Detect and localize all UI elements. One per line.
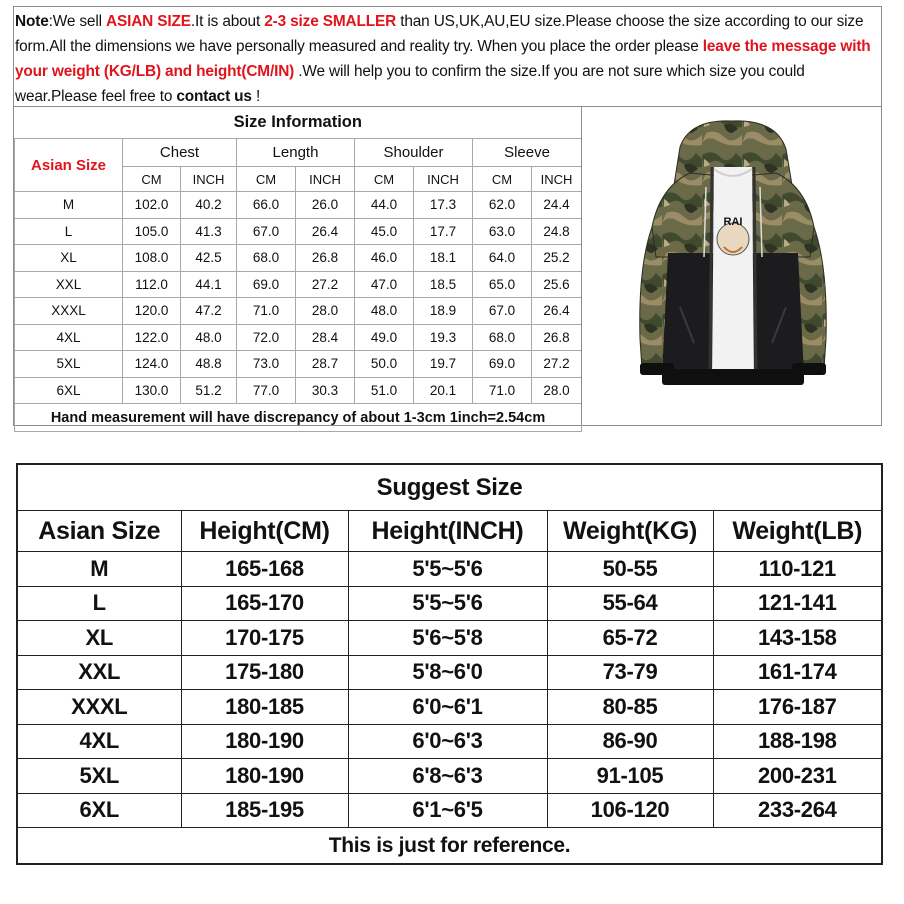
unit-header: CM <box>473 167 532 192</box>
size-information-panel <box>13 6 882 426</box>
suggest-size-label-cell: XL <box>17 621 181 656</box>
suggest-column-header: Height(INCH) <box>348 511 547 552</box>
measurement-cell: 130.0 <box>123 377 181 404</box>
measurement-cell: 19.7 <box>414 351 473 378</box>
note-highlight-leave-message: leave the message with your weight (KG/LB) and height(CM/IN) <box>15 38 871 80</box>
measurement-cell: 20.1 <box>414 377 473 404</box>
unit-header: CM <box>123 167 181 192</box>
measurement-cell: 30.3 <box>296 377 355 404</box>
suggest-row <box>17 793 882 828</box>
suggest-column-header: Weight(KG) <box>547 511 713 552</box>
measurement-cell: 72.0 <box>237 324 296 351</box>
measurement-cell: 71.0 <box>473 377 532 404</box>
suggest-value-cell: 175-180 <box>181 655 348 690</box>
note-highlight-asian-size: ASIAN SIZE <box>106 13 191 30</box>
suggest-value-cell: 180-190 <box>181 724 348 759</box>
suggest-value-cell: 86-90 <box>547 724 713 759</box>
suggest-value-cell: 6'0~6'3 <box>348 724 547 759</box>
unit-header: INCH <box>414 167 473 192</box>
measurement-cell: 120.0 <box>123 298 181 325</box>
suggest-value-cell: 80-85 <box>547 690 713 725</box>
suggest-value-cell: 176-187 <box>713 690 882 725</box>
shoulder-header: Shoulder <box>355 139 473 167</box>
note-text: ! <box>251 88 261 105</box>
size-row <box>15 351 582 378</box>
sleeve-header: Sleeve <box>473 139 582 167</box>
measurement-cell: 45.0 <box>355 218 414 245</box>
measurement-cell: 25.6 <box>532 271 582 298</box>
measurement-cell: 17.7 <box>414 218 473 245</box>
measurement-cell: 40.2 <box>181 192 237 219</box>
measurement-cell: 62.0 <box>473 192 532 219</box>
suggest-value-cell: 165-168 <box>181 552 348 587</box>
suggest-value-cell: 91-105 <box>547 759 713 794</box>
measurement-cell: 44.1 <box>181 271 237 298</box>
unit-header: INCH <box>296 167 355 192</box>
chest-header: Chest <box>123 139 237 167</box>
measurement-cell: 105.0 <box>123 218 181 245</box>
note-highlight-smaller: 2-3 size SMALLER <box>264 13 397 30</box>
camo-jacket-image <box>582 107 882 425</box>
measurement-cell: 28.0 <box>532 377 582 404</box>
suggest-value-cell: 180-185 <box>181 690 348 725</box>
suggest-size-footnote: This is just for reference. <box>17 828 882 865</box>
size-row <box>15 218 582 245</box>
suggest-value-cell: 55-64 <box>547 586 713 621</box>
measurement-cell: 48.0 <box>181 324 237 351</box>
measurement-cell: 49.0 <box>355 324 414 351</box>
measurement-cell: 28.4 <box>296 324 355 351</box>
suggest-size-label-cell: XXXL <box>17 690 181 725</box>
jacket-photo <box>581 107 881 425</box>
measurement-cell: 19.3 <box>414 324 473 351</box>
suggest-value-cell: 65-72 <box>547 621 713 656</box>
suggest-value-cell: 106-120 <box>547 793 713 828</box>
suggest-value-cell: 233-264 <box>713 793 882 828</box>
measurement-cell: 17.3 <box>414 192 473 219</box>
suggest-value-cell: 5'6~5'8 <box>348 621 547 656</box>
note-text: .We will help you to confirm the size.If you are not sure which size you could wear.Please feel free to <box>15 63 805 105</box>
suggest-value-cell: 188-198 <box>713 724 882 759</box>
suggest-value-cell: 5'5~5'6 <box>348 552 547 587</box>
suggest-size-label-cell: M <box>17 552 181 587</box>
suggest-value-cell: 121-141 <box>713 586 882 621</box>
suggest-value-cell: 110-121 <box>713 552 882 587</box>
size-row <box>15 271 582 298</box>
suggest-value-cell: 73-79 <box>547 655 713 690</box>
size-note <box>14 7 881 107</box>
measurement-cell: 24.4 <box>532 192 582 219</box>
measurement-cell: 50.0 <box>355 351 414 378</box>
unit-header: INCH <box>181 167 237 192</box>
measurement-cell: 102.0 <box>123 192 181 219</box>
measurement-cell: 68.0 <box>473 324 532 351</box>
shirt-print-text: RAI <box>723 216 743 228</box>
measurement-cell: 28.7 <box>296 351 355 378</box>
length-header: Length <box>237 139 355 167</box>
measurement-cell: 48.0 <box>355 298 414 325</box>
measurement-cell: 26.0 <box>296 192 355 219</box>
suggest-value-cell: 170-175 <box>181 621 348 656</box>
measurement-cell: 65.0 <box>473 271 532 298</box>
suggest-value-cell: 185-195 <box>181 793 348 828</box>
measurement-cell: 26.8 <box>296 245 355 272</box>
suggest-value-cell: 5'8~6'0 <box>348 655 547 690</box>
note-text: than US,UK,AU,EU size.Please choose the size according to our size form.All the dimensions we have personally measured and reality try. When you place the order please <box>15 13 864 55</box>
size-label-cell: 6XL <box>15 377 123 404</box>
suggest-value-cell: 161-174 <box>713 655 882 690</box>
suggest-size-label-cell: 6XL <box>17 793 181 828</box>
note-label: Note <box>15 13 49 30</box>
measurement-cell: 67.0 <box>473 298 532 325</box>
unit-header: CM <box>237 167 296 192</box>
measurement-cell: 26.4 <box>532 298 582 325</box>
suggest-size-label-cell: 4XL <box>17 724 181 759</box>
size-row <box>15 192 582 219</box>
measurement-cell: 51.0 <box>355 377 414 404</box>
measurement-cell: 68.0 <box>237 245 296 272</box>
suggest-value-cell: 143-158 <box>713 621 882 656</box>
measurement-cell: 28.0 <box>296 298 355 325</box>
suggest-value-cell: 200-231 <box>713 759 882 794</box>
measurement-cell: 51.2 <box>181 377 237 404</box>
measurement-cell: 112.0 <box>123 271 181 298</box>
suggest-row <box>17 655 882 690</box>
size-label-cell: XXXL <box>15 298 123 325</box>
suggest-value-cell: 6'8~6'3 <box>348 759 547 794</box>
measurement-cell: 69.0 <box>237 271 296 298</box>
suggest-row <box>17 724 882 759</box>
measurement-cell: 27.2 <box>296 271 355 298</box>
measurement-cell: 26.8 <box>532 324 582 351</box>
measurement-cell: 69.0 <box>473 351 532 378</box>
unit-header: INCH <box>532 167 582 192</box>
measurement-cell: 124.0 <box>123 351 181 378</box>
measurement-cell: 47.2 <box>181 298 237 325</box>
measurement-cell: 44.0 <box>355 192 414 219</box>
measurement-cell: 108.0 <box>123 245 181 272</box>
measurement-cell: 67.0 <box>237 218 296 245</box>
measurement-cell: 66.0 <box>237 192 296 219</box>
measurement-cell: 42.5 <box>181 245 237 272</box>
size-information-title: Size Information <box>15 107 582 139</box>
suggest-row <box>17 759 882 794</box>
size-row <box>15 324 582 351</box>
size-row <box>15 245 582 272</box>
suggest-value-cell: 5'5~5'6 <box>348 586 547 621</box>
measurement-cell: 63.0 <box>473 218 532 245</box>
measurement-cell: 41.3 <box>181 218 237 245</box>
size-label-cell: XL <box>15 245 123 272</box>
size-label-cell: 4XL <box>15 324 123 351</box>
measurement-cell: 18.9 <box>414 298 473 325</box>
suggest-size-title: Suggest Size <box>17 464 882 511</box>
size-label-cell: M <box>15 192 123 219</box>
measurement-cell: 64.0 <box>473 245 532 272</box>
suggest-value-cell: 180-190 <box>181 759 348 794</box>
measurement-cell: 25.2 <box>532 245 582 272</box>
suggest-value-cell: 6'1~6'5 <box>348 793 547 828</box>
measurement-cell: 71.0 <box>237 298 296 325</box>
suggest-size-label-cell: L <box>17 586 181 621</box>
size-label-cell: 5XL <box>15 351 123 378</box>
measurement-cell: 24.8 <box>532 218 582 245</box>
measurement-cell: 26.4 <box>296 218 355 245</box>
suggest-value-cell: 6'0~6'1 <box>348 690 547 725</box>
suggest-row <box>17 690 882 725</box>
measurement-cell: 77.0 <box>237 377 296 404</box>
size-information-table <box>14 107 582 432</box>
note-text: .It is about <box>190 13 265 30</box>
note-contact-us: contact us <box>176 88 252 105</box>
measurement-footnote: Hand measurement will have discrepancy of about 1-3cm 1inch=2.54cm <box>15 404 582 432</box>
measurement-cell: 122.0 <box>123 324 181 351</box>
unit-header: CM <box>355 167 414 192</box>
note-text: :We sell <box>48 13 106 30</box>
measurement-cell: 27.2 <box>532 351 582 378</box>
measurement-cell: 48.8 <box>181 351 237 378</box>
suggest-row <box>17 621 882 656</box>
measurement-cell: 18.5 <box>414 271 473 298</box>
size-label-cell: XXL <box>15 271 123 298</box>
measurement-cell: 47.0 <box>355 271 414 298</box>
suggest-column-header: Asian Size <box>17 511 181 552</box>
suggest-row <box>17 552 882 587</box>
size-row <box>15 377 582 404</box>
asian-size-header: Asian Size <box>15 139 123 192</box>
size-row <box>15 298 582 325</box>
measurement-cell: 46.0 <box>355 245 414 272</box>
suggest-row <box>17 586 882 621</box>
suggest-size-table <box>16 463 883 865</box>
size-label-cell: L <box>15 218 123 245</box>
measurement-cell: 73.0 <box>237 351 296 378</box>
suggest-value-cell: 165-170 <box>181 586 348 621</box>
suggest-value-cell: 50-55 <box>547 552 713 587</box>
measurement-cell: 18.1 <box>414 245 473 272</box>
suggest-column-header: Weight(LB) <box>713 511 882 552</box>
suggest-size-label-cell: 5XL <box>17 759 181 794</box>
suggest-size-label-cell: XXL <box>17 655 181 690</box>
suggest-column-header: Height(CM) <box>181 511 348 552</box>
